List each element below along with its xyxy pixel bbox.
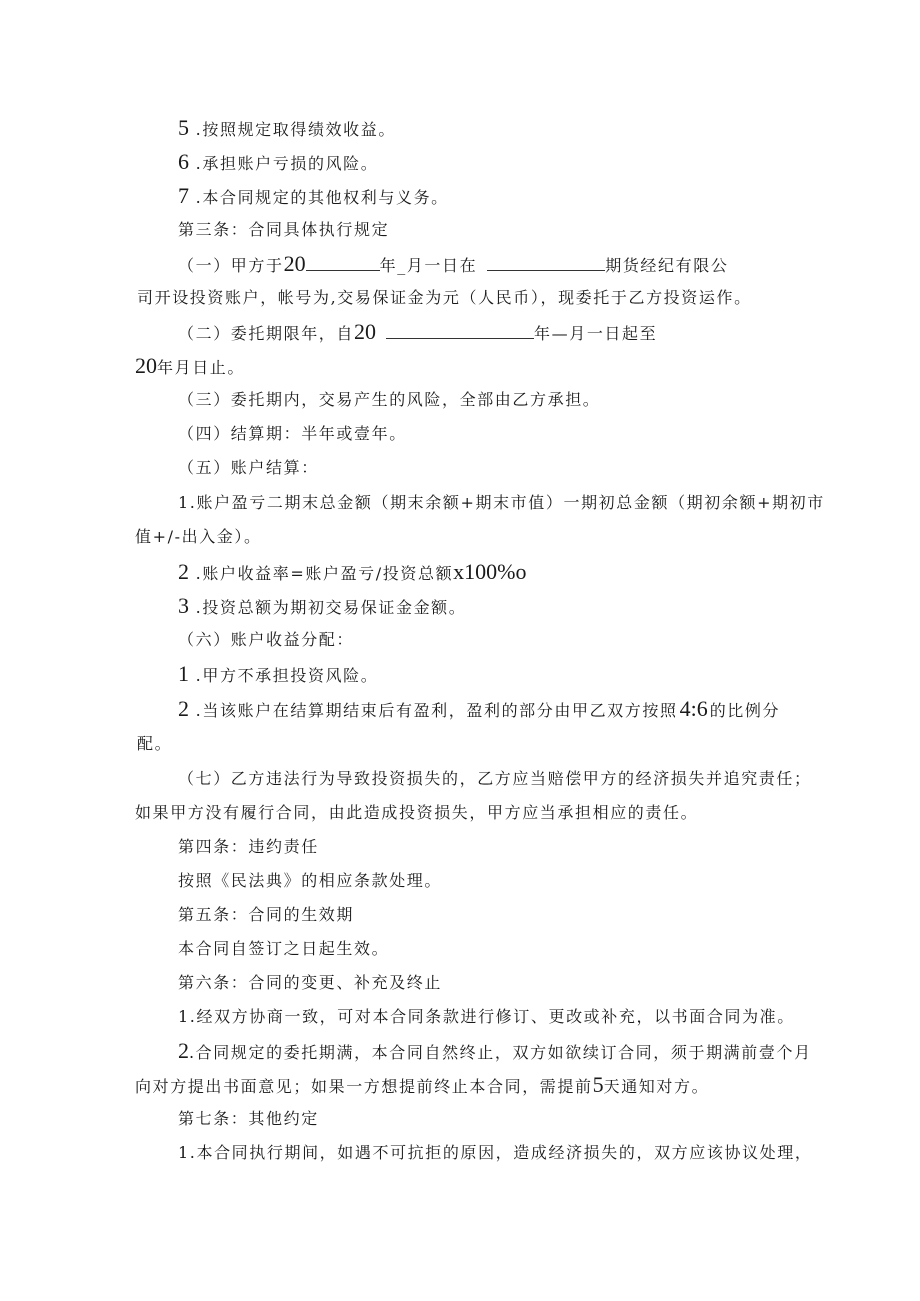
paragraph-7-line-2: 如果甲方没有履行合同，由此造成投资损失，甲方应当承担相应的责任。 (135, 803, 699, 822)
section-6-item-2-line-2 (135, 1072, 710, 1097)
paragraph-3: （三）委托期内，交易产生的风险，全部由乙方承担。 (178, 390, 601, 409)
section-heading-5: 第五条：合同的生效期 (178, 905, 355, 924)
section-6-item-1: 1.经双方协商一致，可对本合同条款进行修订、更改或补充，以书面合同为准。 (178, 1007, 795, 1026)
item-number: 2 (178, 696, 189, 721)
item-number: 6 (178, 149, 189, 174)
item-number: 3 (178, 593, 189, 618)
item-number: 7 (178, 183, 189, 208)
settlement-item-2 (178, 559, 527, 584)
paragraph-6-heading: （六）账户收益分配： (178, 630, 355, 649)
item-text: .投资总额为期初交易保证金金额。 (189, 598, 467, 617)
item-number: 5 (178, 115, 189, 140)
text-segment: 年月日止。 (157, 358, 246, 377)
fill-blank (306, 256, 380, 271)
item-number: 2 (178, 559, 189, 584)
item-number: 1 (178, 661, 189, 686)
days-value: 5 (592, 1072, 604, 1097)
section-heading-4: 第四条：违约责任 (178, 837, 319, 856)
clause-item-5 (178, 115, 396, 140)
text-segment: 天通知对方。 (603, 1077, 710, 1096)
section-4-body: 按照《民法典》的相应条款处理。 (178, 871, 443, 890)
settlement-item-1-line-1: 1.账户盈亏二期末总金额（期末余额+期末市值）一期初总金额（期初余额+期初市 (178, 493, 825, 512)
distribution-item-1 (178, 661, 379, 686)
paragraph-4: （四）结算期：半年或壹年。 (178, 424, 407, 443)
settlement-item-1-line-2: 值+/-出入金）。 (135, 527, 262, 546)
paragraph-7-line-1: （七）乙方违法行为导致投资损失的，乙方应当赔偿甲方的经济损失并追究责任； (178, 769, 812, 788)
ratio-value: 4:6 (679, 696, 708, 721)
text-segment: 期货经纪有限公 (605, 256, 729, 275)
item-text: .合同规定的委托期满，本合同自然终止，双方如欲续订合同，须于期满前壹个月 (189, 1043, 812, 1062)
section-heading-6: 第六条：合同的变更、补充及终止 (178, 973, 443, 992)
section-6-item-2-line-1 (178, 1038, 812, 1063)
distribution-item-2-line-1 (178, 696, 781, 721)
distribution-item-2-line-2: 配。 (137, 734, 173, 753)
section-5-body: 本合同自签订之日起生效。 (178, 939, 390, 958)
paragraph-1-line-2: 司开设投资账户，帐号为,交易保证金为元（人民币），现委托于乙方投资运作。 (137, 288, 752, 307)
settlement-item-3 (178, 593, 467, 618)
fill-blank (487, 256, 605, 271)
section-heading-3: 第三条：合同具体执行规定 (178, 220, 390, 239)
year-prefix: 20 (135, 353, 157, 378)
paragraph-5-heading: （五）账户结算： (178, 458, 319, 477)
item-text: .按照规定取得绩效收益。 (189, 120, 396, 139)
item-text: .账户收益率=账户盈亏/投资总额 (189, 564, 454, 583)
paragraph-2-line-2 (135, 353, 246, 378)
formula-tail: x100%o (453, 559, 527, 584)
text-segment: 向对方提出书面意见；如果一方想提前终止本合同，需提前 (135, 1077, 593, 1096)
item-text: .当该账户在结算期结束后有盈利，盈利的部分由甲乙双方按照 (189, 701, 678, 720)
item-text: .承担账户亏损的风险。 (189, 154, 379, 173)
section-7-item-1: 1.本合同执行期间，如遇不可抗拒的原因，造成经济损失的，双方应该协议处理， (178, 1143, 813, 1162)
item-text: 的比例分 (709, 701, 781, 720)
text-segment: （二）委托期限年，自 (178, 324, 355, 343)
item-text: .本合同规定的其他权利与义务。 (189, 188, 449, 207)
text-segment: 年—月一日起至 (534, 324, 658, 343)
fill-blank (386, 324, 534, 339)
text-segment: （一）甲方于 (178, 256, 284, 275)
paragraph-2-line-1 (178, 319, 658, 344)
clause-item-6 (178, 149, 379, 174)
year-prefix: 20 (354, 319, 377, 344)
item-number: 2 (178, 1038, 189, 1063)
clause-item-7 (178, 183, 449, 208)
item-text: .甲方不承担投资风险。 (189, 666, 379, 685)
year-prefix: 20 (283, 251, 306, 276)
paragraph-1-line-1 (178, 251, 729, 276)
text-segment: 年_月一日在 (379, 256, 478, 275)
section-heading-7: 第七条：其他约定 (178, 1109, 319, 1128)
